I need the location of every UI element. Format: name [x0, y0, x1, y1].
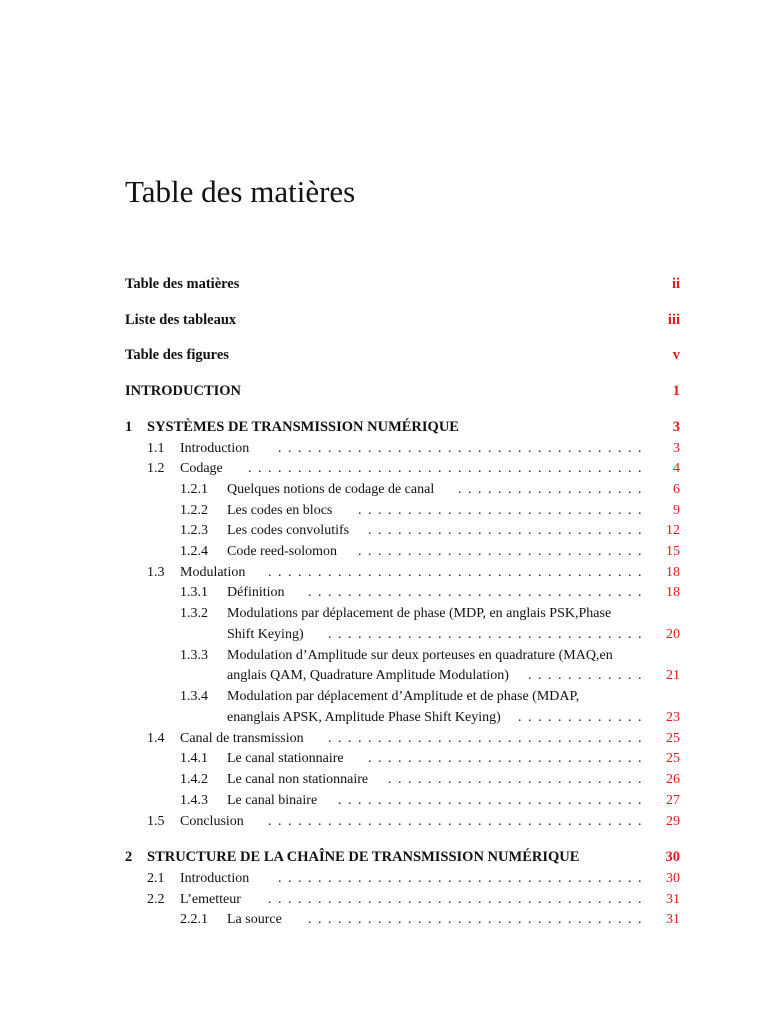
toc-entry-title: SYSTÈMES DE TRANSMISSION NUMÉRIQUE	[147, 419, 459, 435]
toc-entry[interactable]	[0, 646, 768, 666]
toc-entry[interactable]	[0, 459, 768, 479]
dot-leader: ...............................	[338, 793, 648, 808]
toc-entry-title: La source	[227, 912, 282, 927]
toc-entry[interactable]	[0, 274, 768, 294]
toc-entry-number: 1.4	[147, 731, 165, 746]
toc-entry-number: 1.2.1	[180, 482, 208, 497]
toc-entry[interactable]	[0, 910, 768, 930]
toc-entry-title: Introduction	[180, 871, 250, 886]
toc-entry[interactable]	[0, 890, 768, 910]
toc-entry-title: Codage	[180, 461, 223, 476]
toc-entry-title: Table des figures	[125, 347, 229, 363]
toc-entry[interactable]	[0, 708, 768, 728]
toc-entry-number: 1.1	[147, 441, 165, 456]
toc-entry[interactable]	[0, 625, 768, 645]
dot-leader: ..........................	[388, 772, 648, 787]
toc-entry-page-number[interactable]: 25	[666, 751, 680, 766]
toc-entry[interactable]	[0, 381, 768, 401]
toc-entry-page-number[interactable]: 29	[666, 814, 680, 829]
toc-entry-title: Modulations par déplacement de phase (MDP, en anglais PSK,Phase	[227, 606, 612, 621]
toc-entry-title: STRUCTURE DE LA CHAÎNE DE TRANSMISSION NUMÉRIQUE	[147, 849, 580, 865]
dot-leader: ......................................	[268, 565, 648, 580]
toc-entry-number: 1.3.3	[180, 648, 208, 663]
dot-leader: ............................	[368, 751, 648, 766]
toc-entry-page-number[interactable]: 23	[666, 710, 680, 725]
toc-entry[interactable]	[0, 501, 768, 521]
toc-entry-title: L’emetteur	[180, 892, 241, 907]
toc-entry[interactable]	[0, 521, 768, 541]
toc-entry-number: 2.1	[147, 871, 165, 886]
toc-entry-page-number[interactable]: 20	[666, 627, 680, 642]
toc-entry[interactable]	[0, 604, 768, 624]
toc-entry-page-number[interactable]: 4	[673, 461, 680, 476]
toc-entry-page-number[interactable]: 6	[673, 482, 680, 497]
toc-entry-page-number[interactable]: ii	[671, 276, 680, 292]
toc-entry[interactable]	[0, 791, 768, 811]
toc-entry-number: 1.2.4	[180, 544, 208, 559]
toc-entry-page-number[interactable]: 30	[665, 849, 680, 865]
toc-entry[interactable]	[0, 812, 768, 832]
toc-entry-page-number[interactable]: 1	[672, 383, 680, 399]
toc-entry-title: Le canal stationnaire	[227, 751, 344, 766]
toc-entry-number: 2.2.1	[180, 912, 208, 927]
toc-entry-page-number[interactable]: 27	[666, 793, 680, 808]
toc-entry-title: Liste des tableaux	[125, 312, 237, 328]
toc-entry-page-number[interactable]: 3	[673, 441, 680, 456]
dot-leader: ..................................	[308, 585, 648, 600]
toc-entry[interactable]	[0, 542, 768, 562]
toc-entry-title: Le canal non stationnaire	[227, 772, 369, 787]
dot-leader: ...................	[458, 482, 648, 497]
toc-entry[interactable]	[0, 687, 768, 707]
toc-entry-title: Le canal binaire	[227, 793, 318, 808]
toc-entry[interactable]	[0, 480, 768, 500]
toc-entry-title: Modulation	[180, 565, 246, 580]
toc-entry-page-number[interactable]: 18	[666, 565, 680, 580]
toc-entry-number: 1.2	[147, 461, 165, 476]
toc-entry-page-number[interactable]: 31	[666, 892, 680, 907]
toc-entry-title: Définition	[227, 585, 285, 600]
dot-leader: ............................	[368, 523, 648, 538]
toc-entry-title: Les codes en blocs	[227, 503, 333, 518]
toc-entry-page-number[interactable]: 12	[666, 523, 680, 538]
dot-leader: .............	[518, 710, 648, 725]
toc-entry-page-number[interactable]: 18	[666, 585, 680, 600]
toc-entry-page-number[interactable]: 3	[672, 419, 680, 435]
toc-entry-page-number[interactable]: 25	[666, 731, 680, 746]
toc-entry[interactable]	[0, 583, 768, 603]
toc-entry-number: 1.3.2	[180, 606, 208, 621]
toc-entry-page-number[interactable]: iii	[667, 312, 680, 328]
toc-entry-number: 1.5	[147, 814, 165, 829]
dot-leader: .............................	[358, 503, 648, 518]
toc-entry[interactable]	[0, 729, 768, 749]
toc-entry-page-number[interactable]: 31	[666, 912, 680, 927]
toc-entry-title: Code reed-solomon	[227, 544, 338, 559]
toc-entry-number: 1.3.4	[180, 689, 208, 704]
toc-entry[interactable]	[0, 749, 768, 769]
toc-entry-title: Canal de transmission	[180, 731, 304, 746]
toc-entry[interactable]	[0, 563, 768, 583]
toc-entry-title: Conclusion	[180, 814, 244, 829]
toc-entry-page-number[interactable]: 26	[666, 772, 680, 787]
toc-entry[interactable]	[0, 417, 768, 437]
toc-entry[interactable]	[0, 439, 768, 459]
toc-entry-title: INTRODUCTION	[125, 383, 242, 399]
toc-entry-number: 1.3	[147, 565, 165, 580]
toc-entry[interactable]	[0, 345, 768, 365]
dot-leader: ............	[528, 668, 648, 683]
toc-entry-number: 1.4.1	[180, 751, 208, 766]
toc-entry[interactable]	[0, 869, 768, 889]
toc-entry-number: 1.4.3	[180, 793, 208, 808]
toc-entry[interactable]	[0, 770, 768, 790]
toc-entry[interactable]	[0, 310, 768, 330]
toc-entry-number: 1.2.3	[180, 523, 208, 538]
toc-entry-title: Introduction	[180, 441, 250, 456]
dot-leader: .....................................	[278, 871, 648, 886]
dot-leader: ..................................	[308, 912, 648, 927]
toc-entry-page-number[interactable]: 15	[666, 544, 680, 559]
toc-entry-number: 1.4.2	[180, 772, 208, 787]
dot-leader: ........................................	[248, 461, 648, 476]
dot-leader: ......................................	[268, 892, 648, 907]
toc-entry-title: Les codes convolutifs	[227, 523, 350, 538]
toc-entry-number: 2	[125, 849, 133, 865]
toc-entry-page-number[interactable]: v	[672, 347, 680, 363]
toc-entry-number: 1.3.1	[180, 585, 208, 600]
toc-entry-number: 1	[125, 419, 133, 435]
dot-leader: .............................	[358, 544, 648, 559]
toc-entry-title: Modulation d’Amplitude sur deux porteuses en quadrature (MAQ,en	[227, 648, 613, 663]
toc-entry-title: Modulation par déplacement d’Amplitude et de phase (MDAP,	[227, 689, 580, 704]
toc-entry-number: 2.2	[147, 892, 165, 907]
toc-entry-title: anglais QAM, Quadrature Amplitude Modulation)	[227, 668, 509, 683]
dot-leader: .....................................	[278, 441, 648, 456]
toc-entry-page-number[interactable]: 21	[666, 668, 680, 683]
dot-leader: ................................	[328, 731, 648, 746]
dot-leader: ......................................	[268, 814, 648, 829]
toc-entry[interactable]	[0, 666, 768, 686]
toc-entry-title: Table des matières	[125, 276, 240, 292]
toc-entry-number: 1.2.2	[180, 503, 208, 518]
toc-entry-page-number[interactable]: 9	[673, 503, 680, 518]
dot-leader: ................................	[328, 627, 648, 642]
toc-entry-page-number[interactable]: 30	[666, 871, 680, 886]
page-title: Table des matières	[125, 174, 356, 209]
toc-entry-title: Shift Keying)	[227, 627, 304, 642]
toc-entry-title: enanglais APSK, Amplitude Phase Shift Keying)	[227, 710, 501, 725]
toc-entry[interactable]	[0, 847, 768, 867]
toc-entry-title: Quelques notions de codage de canal	[227, 482, 435, 497]
